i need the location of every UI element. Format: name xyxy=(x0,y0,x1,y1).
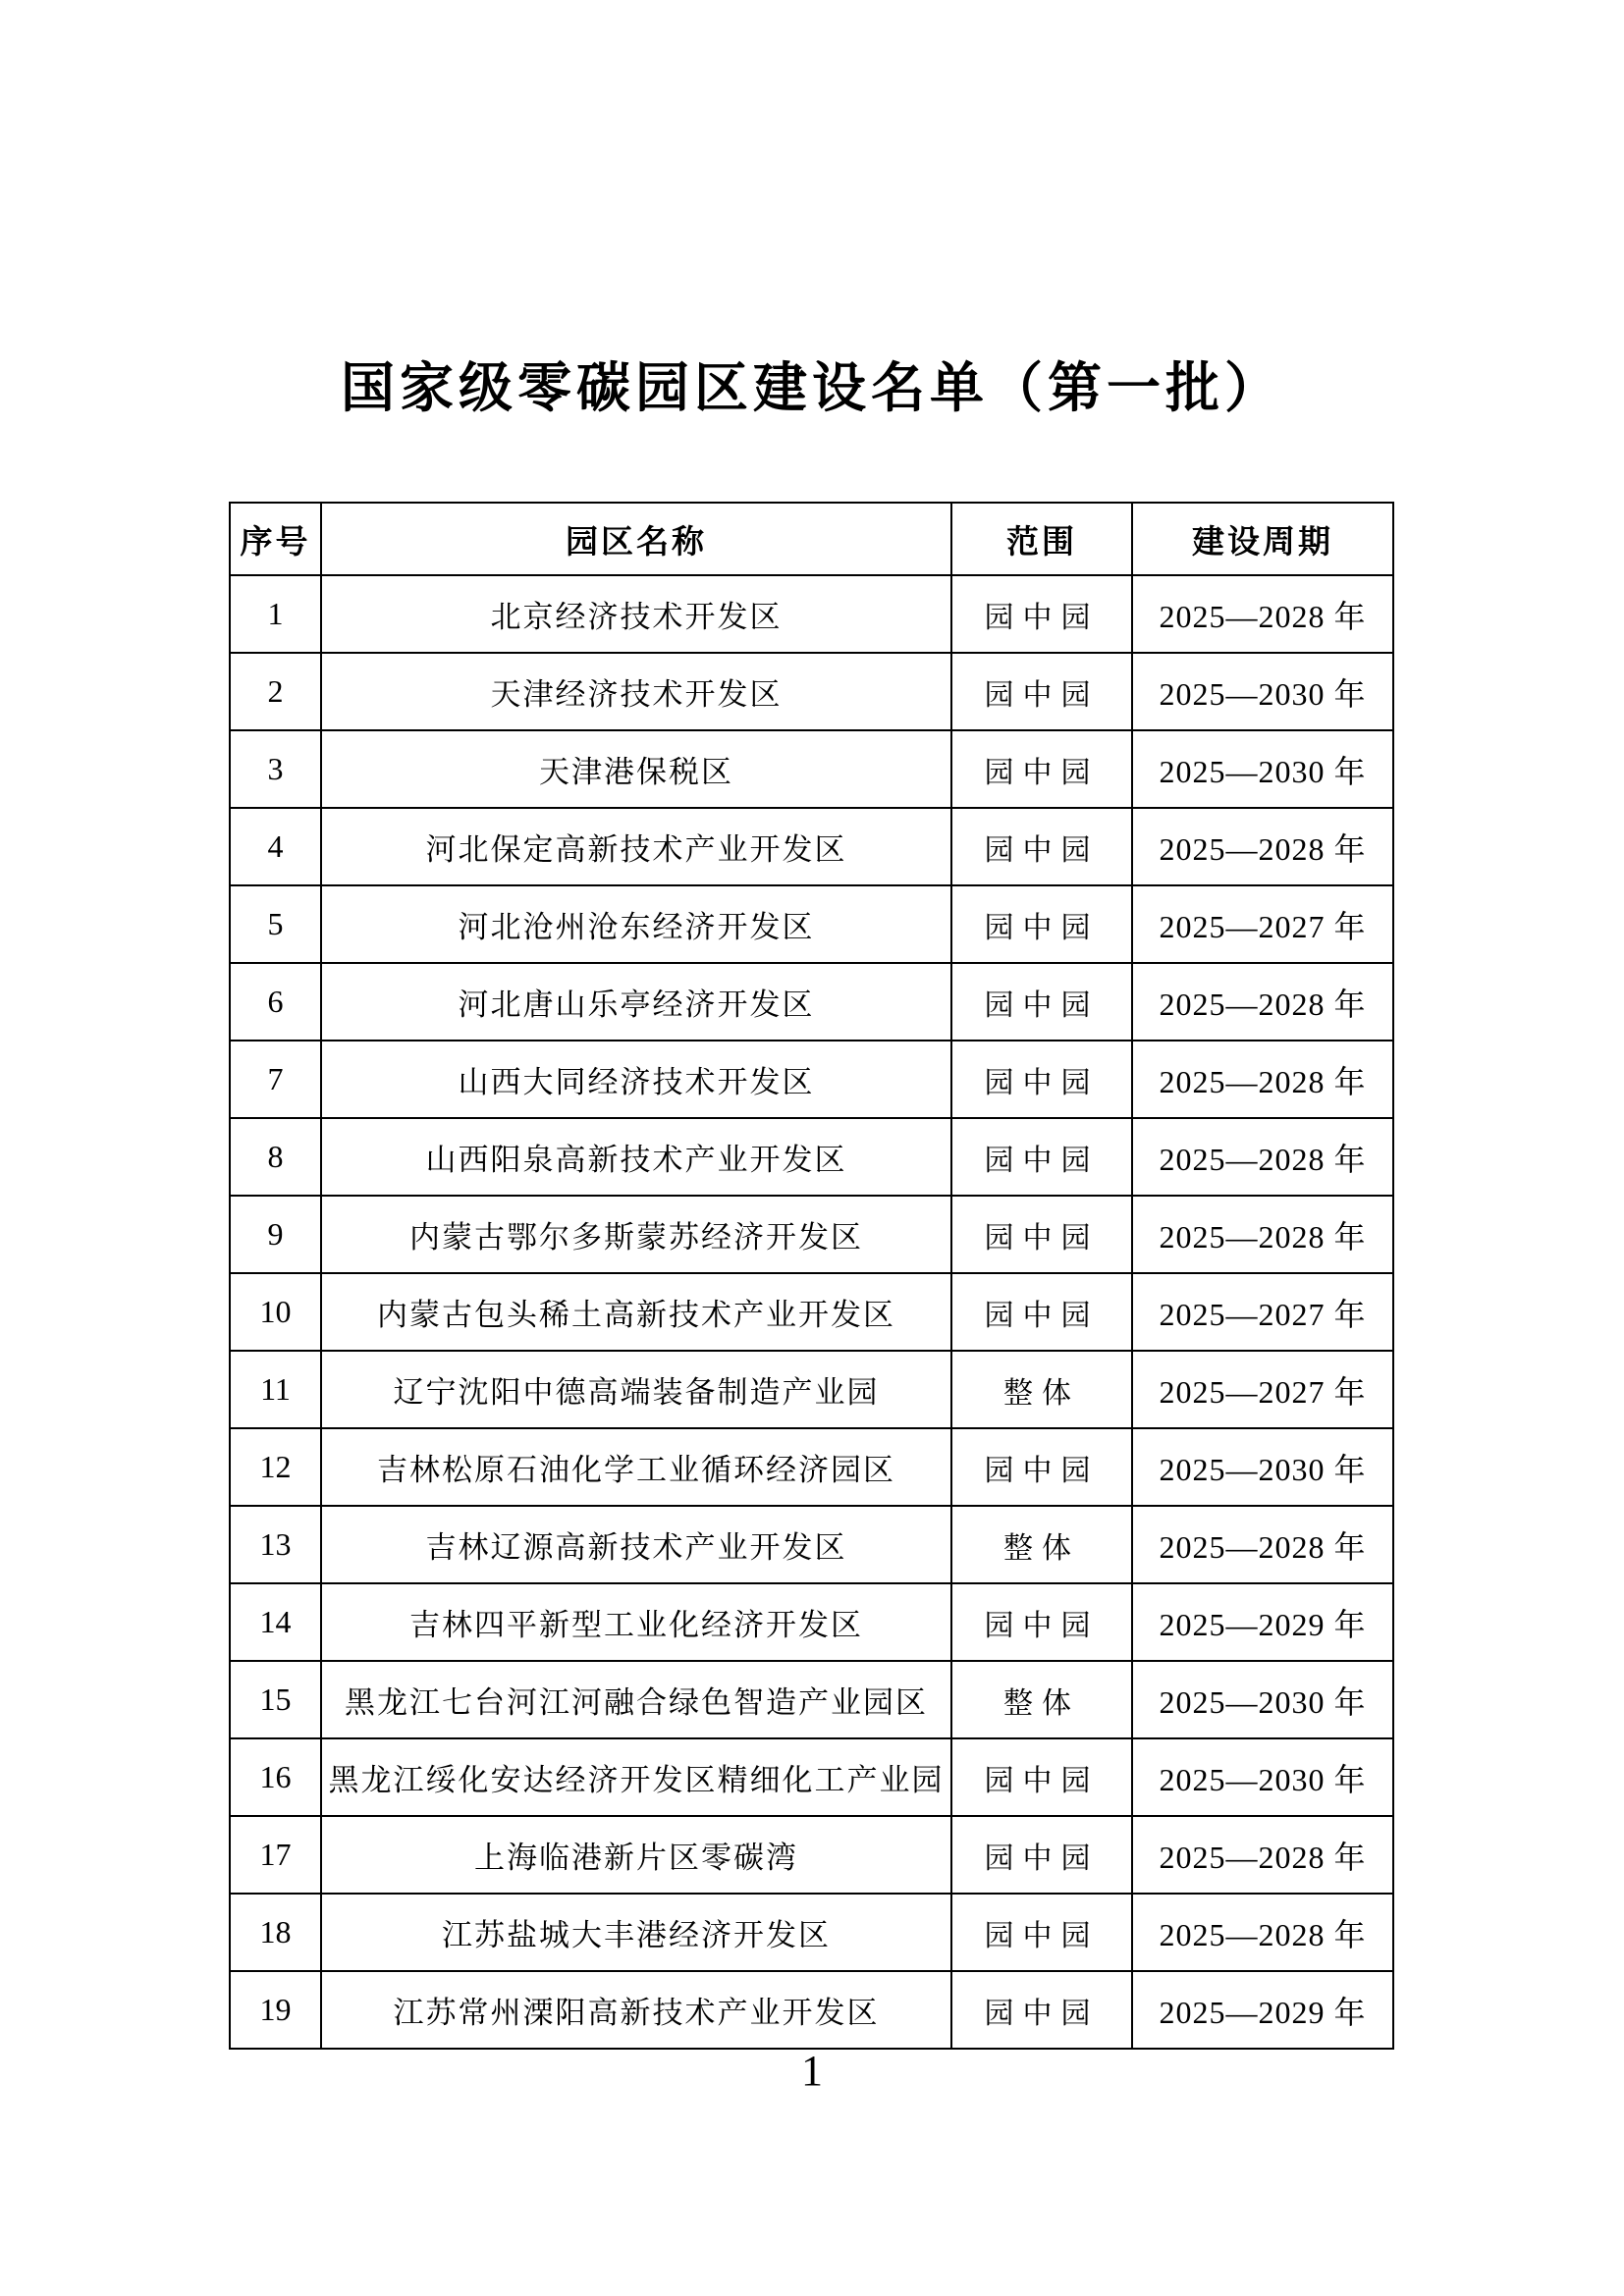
park-list-table xyxy=(229,502,1394,2050)
period-cell: 2025—2030 年 xyxy=(1132,730,1393,808)
period-cell: 2025—2028 年 xyxy=(1132,1118,1393,1196)
serial-cell: 6 xyxy=(230,963,321,1041)
table-row xyxy=(230,1351,1393,1428)
scope-cell: 园中园 xyxy=(951,1118,1132,1196)
park-name-cell: 河北沧州沧东经济开发区 xyxy=(321,885,951,963)
serial-cell: 17 xyxy=(230,1816,321,1894)
period-cell: 2025—2029 年 xyxy=(1132,1971,1393,2049)
serial-cell: 18 xyxy=(230,1894,321,1971)
column-header-scope: 范围 xyxy=(951,503,1132,575)
table-row xyxy=(230,1273,1393,1351)
period-cell: 2025—2030 年 xyxy=(1132,653,1393,730)
serial-cell: 1 xyxy=(230,575,321,653)
period-cell: 2025—2028 年 xyxy=(1132,1506,1393,1583)
park-name-cell: 内蒙古包头稀土高新技术产业开发区 xyxy=(321,1273,951,1351)
park-name-cell: 吉林四平新型工业化经济开发区 xyxy=(321,1583,951,1661)
park-name-cell: 内蒙古鄂尔多斯蒙苏经济开发区 xyxy=(321,1196,951,1273)
scope-cell: 园中园 xyxy=(951,575,1132,653)
scope-cell: 园中园 xyxy=(951,1971,1132,2049)
period-cell: 2025—2028 年 xyxy=(1132,1196,1393,1273)
period-cell: 2025—2030 年 xyxy=(1132,1661,1393,1738)
scope-cell: 园中园 xyxy=(951,1583,1132,1661)
park-name-cell: 江苏常州溧阳高新技术产业开发区 xyxy=(321,1971,951,2049)
period-cell: 2025—2030 年 xyxy=(1132,1738,1393,1816)
page-number: 1 xyxy=(801,2047,823,2095)
table-row xyxy=(230,1971,1393,2049)
table-row xyxy=(230,1894,1393,1971)
document-title: 国家级零碳园区建设名单（第一批） xyxy=(340,358,1283,418)
table-row xyxy=(230,1661,1393,1738)
park-name-cell: 辽宁沈阳中德高端装备制造产业园 xyxy=(321,1351,951,1428)
period-cell: 2025—2027 年 xyxy=(1132,885,1393,963)
table-row xyxy=(230,1196,1393,1273)
scope-cell: 园中园 xyxy=(951,1428,1132,1506)
scope-cell: 园中园 xyxy=(951,808,1132,885)
scope-cell: 园中园 xyxy=(951,885,1132,963)
scope-cell: 整体 xyxy=(951,1506,1132,1583)
column-header-park-name: 园区名称 xyxy=(321,503,951,575)
table-row xyxy=(230,963,1393,1041)
park-name-cell: 吉林辽源高新技术产业开发区 xyxy=(321,1506,951,1583)
park-name-cell: 吉林松原石油化学工业循环经济园区 xyxy=(321,1428,951,1506)
table-body xyxy=(230,575,1393,2049)
serial-cell: 11 xyxy=(230,1351,321,1428)
scope-cell: 园中园 xyxy=(951,963,1132,1041)
serial-cell: 12 xyxy=(230,1428,321,1506)
period-cell: 2025—2028 年 xyxy=(1132,1816,1393,1894)
period-cell: 2025—2028 年 xyxy=(1132,1041,1393,1118)
column-header-serial: 序号 xyxy=(230,503,321,575)
serial-cell: 16 xyxy=(230,1738,321,1816)
serial-cell: 5 xyxy=(230,885,321,963)
table-row xyxy=(230,653,1393,730)
park-name-cell: 山西阳泉高新技术产业开发区 xyxy=(321,1118,951,1196)
serial-cell: 15 xyxy=(230,1661,321,1738)
table-row xyxy=(230,575,1393,653)
serial-cell: 19 xyxy=(230,1971,321,2049)
period-cell: 2025—2028 年 xyxy=(1132,808,1393,885)
serial-cell: 13 xyxy=(230,1506,321,1583)
scope-cell: 园中园 xyxy=(951,730,1132,808)
park-name-cell: 北京经济技术开发区 xyxy=(321,575,951,653)
serial-cell: 10 xyxy=(230,1273,321,1351)
scope-cell: 整体 xyxy=(951,1351,1132,1428)
park-name-cell: 天津港保税区 xyxy=(321,730,951,808)
serial-cell: 8 xyxy=(230,1118,321,1196)
period-cell: 2025—2028 年 xyxy=(1132,963,1393,1041)
table-row xyxy=(230,808,1393,885)
scope-cell: 园中园 xyxy=(951,1738,1132,1816)
table-row xyxy=(230,1738,1393,1816)
table-row xyxy=(230,885,1393,963)
scope-cell: 园中园 xyxy=(951,1273,1132,1351)
scope-cell: 整体 xyxy=(951,1661,1132,1738)
serial-cell: 7 xyxy=(230,1041,321,1118)
table-row xyxy=(230,1428,1393,1506)
table-row xyxy=(230,1118,1393,1196)
table-header-row xyxy=(230,503,1393,575)
table-row xyxy=(230,730,1393,808)
scope-cell: 园中园 xyxy=(951,1041,1132,1118)
serial-cell: 4 xyxy=(230,808,321,885)
period-cell: 2025—2030 年 xyxy=(1132,1428,1393,1506)
scope-cell: 园中园 xyxy=(951,1816,1132,1894)
park-name-cell: 河北唐山乐亭经济开发区 xyxy=(321,963,951,1041)
park-name-cell: 黑龙江七台河江河融合绿色智造产业园区 xyxy=(321,1661,951,1738)
period-cell: 2025—2028 年 xyxy=(1132,575,1393,653)
period-cell: 2025—2027 年 xyxy=(1132,1351,1393,1428)
period-cell: 2025—2027 年 xyxy=(1132,1273,1393,1351)
serial-cell: 3 xyxy=(230,730,321,808)
park-name-cell: 黑龙江绥化安达经济开发区精细化工产业园 xyxy=(321,1738,951,1816)
table-row xyxy=(230,1816,1393,1894)
column-header-period: 建设周期 xyxy=(1132,503,1393,575)
serial-cell: 14 xyxy=(230,1583,321,1661)
scope-cell: 园中园 xyxy=(951,653,1132,730)
scope-cell: 园中园 xyxy=(951,1894,1132,1971)
table-row xyxy=(230,1506,1393,1583)
park-name-cell: 天津经济技术开发区 xyxy=(321,653,951,730)
park-name-cell: 山西大同经济技术开发区 xyxy=(321,1041,951,1118)
serial-cell: 9 xyxy=(230,1196,321,1273)
table-row xyxy=(230,1583,1393,1661)
park-name-cell: 河北保定高新技术产业开发区 xyxy=(321,808,951,885)
scope-cell: 园中园 xyxy=(951,1196,1132,1273)
period-cell: 2025—2028 年 xyxy=(1132,1894,1393,1971)
table-row xyxy=(230,1041,1393,1118)
serial-cell: 2 xyxy=(230,653,321,730)
park-name-cell: 上海临港新片区零碳湾 xyxy=(321,1816,951,1894)
park-name-cell: 江苏盐城大丰港经济开发区 xyxy=(321,1894,951,1971)
period-cell: 2025—2029 年 xyxy=(1132,1583,1393,1661)
